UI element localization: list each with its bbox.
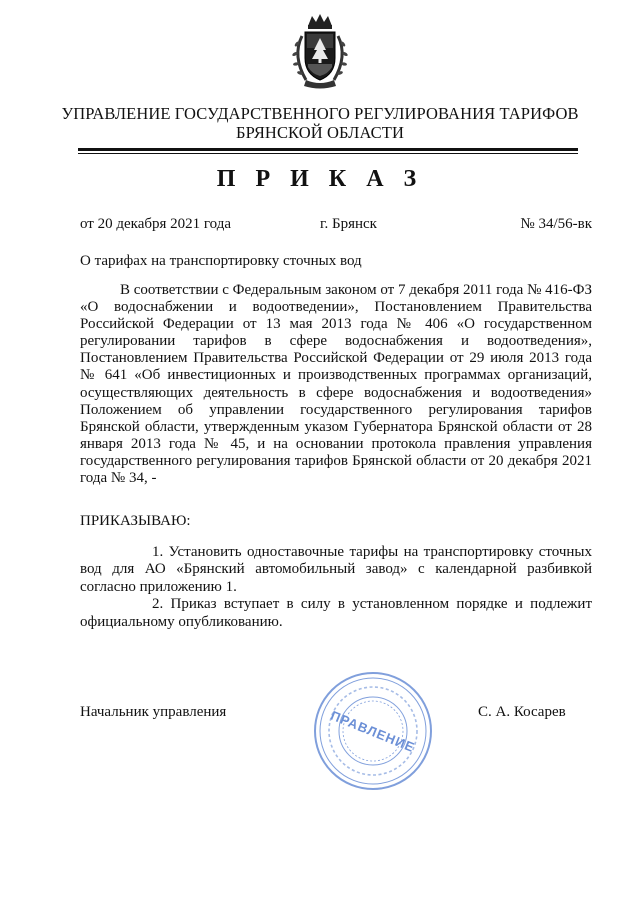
- organization-line-2: БРЯНСКОЙ ОБЛАСТИ: [236, 123, 404, 142]
- document-city: г. Брянск: [320, 216, 377, 232]
- item-text: Приказ вступает в силу в установленном порядке и подлежит официальному опубликованию.: [80, 596, 592, 630]
- document-subject: О тарифах на транспортировку сточных вод: [80, 253, 362, 269]
- header-divider-thick: [78, 148, 578, 151]
- order-heading: ПРИКАЗЫВАЮ:: [80, 513, 191, 529]
- order-item-2: [80, 596, 592, 631]
- stamp-center-text: ПРАВЛЕНИЕ: [328, 707, 418, 756]
- order-items: [80, 544, 592, 631]
- order-item-1: [80, 544, 592, 596]
- signatory-name: С. А. Косарев: [478, 704, 566, 720]
- item-number: 2.: [152, 596, 164, 613]
- document-number: № 34/56-вк: [520, 216, 592, 232]
- coat-of-arms-icon: [288, 12, 352, 90]
- document-title: П Р И К А З: [216, 166, 424, 192]
- document-date: от 20 декабря 2021 года: [80, 216, 232, 232]
- item-number: 1.: [152, 544, 164, 560]
- preamble-paragraph: В соответствии с Федеральным законом от 7 декабря 2011 года № 416-ФЗ «О водоснабжении и водоотведении», Постановлением Правительства Российской Федерации от 13 мая 2013 года № 406 «О государственном регулировании тарифов в сфере водоснабжения и водоотведения», Постановлением Правительства Российской Федерации от 29 июля 2013 года № 641 «Об инвестиционных и производственных программах организаций, осуществляющих деятельность в сфере водоснабжения и водоотведения» Положением об управлении государственного регулирования тарифов Брянской области, утвержденным указом Губернатора Брянской области от 28 января 2013 года № 45, и на основании протокола правления управления государственного регулирования тарифов Брянской области от 20 декабря 2021 года № 34, -: [80, 282, 592, 487]
- signatory-position: Начальник управления: [80, 704, 227, 720]
- item-text: Установить одноставочные тарифы на транспортировку сточных вод для АО «Брянский автомобильный завод» с календарной разбивкой согласно приложению 1.: [80, 544, 593, 595]
- official-stamp-icon: [310, 668, 436, 794]
- organization-name: [60, 104, 580, 142]
- header-divider-thin: [78, 153, 578, 154]
- organization-line-1: УПРАВЛЕНИЕ ГОСУДАРСТВЕННОГО РЕГУЛИРОВАНИЯ ТАРИФОВ: [61, 104, 579, 123]
